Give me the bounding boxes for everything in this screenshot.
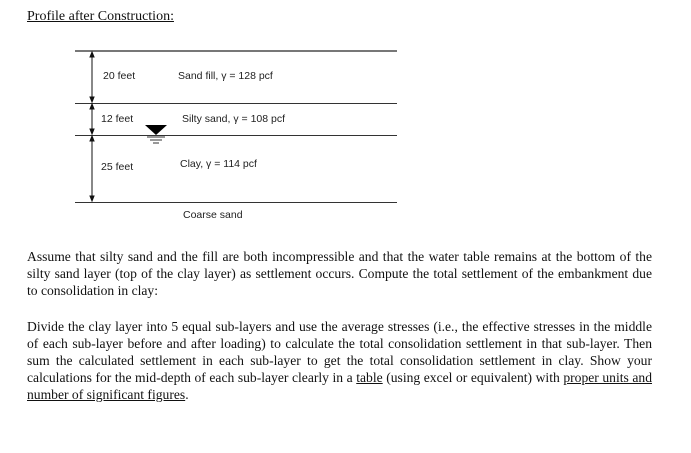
paragraph-assumptions: Assume that silty sand and the fill are both incompressible and that the water table remains at the bottom of the silty sand layer (top of the clay layer) as settlement occurs. Compute the total settlement of the embankment due to consolidation in clay: (27, 249, 652, 298)
bottom-layer-label: Coarse sand (183, 209, 243, 221)
paragraph-instructions (27, 318, 652, 403)
water-table-icon (145, 125, 167, 143)
section-title: Profile after Construction: (27, 9, 174, 24)
layer-thickness: 25 feet (101, 161, 134, 173)
instruction-text: (using excel or equivalent) with (382, 370, 564, 385)
layer-label: Sand fill, γ = 128 pcf (178, 70, 273, 82)
instruction-text: Divide the clay layer into 5 equal sub-layers and use the average stresses (i.e., the effective stresses in the middle of each sub-layer before and after loading) to calculate the total consolidation settlement in that sub-layer. Then sum the calculated settlement in each sub-layer to get the total consolidation settlement in clay. Show your calculations for the mid-depth of each sub-layer clearly in a (27, 319, 652, 385)
underlined-table: table (356, 370, 383, 385)
instruction-text: . (185, 387, 189, 402)
layer-label: Silty sand, γ = 108 pcf (182, 113, 286, 125)
layer-label: Clay, γ = 114 pcf (180, 158, 257, 170)
underlined-units: proper units and number of significant figures (27, 370, 653, 402)
layer-thickness: 12 feet (101, 113, 134, 125)
layer-thickness: 20 feet (103, 70, 136, 82)
